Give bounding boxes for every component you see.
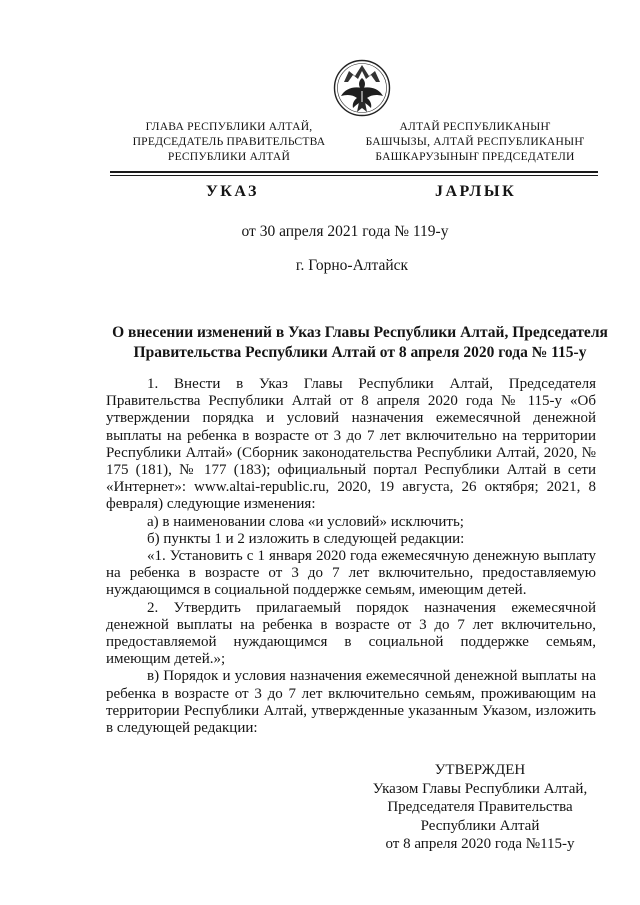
decree-city: г. Горно-Алтайск — [295, 257, 409, 274]
approval-line: Председателя Правительства — [387, 799, 573, 815]
body-paragraph: «1. Установить с 1 января 2020 года ежемесячную денежную выплату на ребенка в возрасте от 3 до 7 лет включительно, предоставляемую нуждающимся в социальной поддержке семьям, имеющим детей. — [106, 548, 596, 599]
header-right-line: АЛТАЙ РЕСПУБЛИКАНЫҤ — [399, 120, 551, 133]
approval-line: от 8 апреля 2020 года №115-у — [385, 836, 575, 852]
approval-block — [360, 761, 600, 854]
header-right-line: БАШЧЫЗЫ, АЛТАЙ РЕСПУБЛИКАНЫҤ — [365, 135, 585, 148]
header-divider-thin — [110, 175, 598, 176]
decree-body — [106, 376, 596, 737]
body-paragraph: 1. Внести в Указ Главы Республики Алтай, Председателя Правительства Республики Алтай от 8 апреля 2020 года № 115-у «Об утверждении порядка и условий назначения ежемесячной денежной выплаты на ребенка в возрасте от 3 до 7 лет включительно на территории Республики Алтай» (Сборник законодательства Республики Алтай, 2020, № 175 (181), № 177 (183); официальный портал Республики Алтай в сети «Интернет»: www.altai-republic.ru, 2020, 19 августа, 26 октября; 2021, 8 февраля) следующие изменения: — [106, 376, 596, 513]
decree-subject — [100, 323, 620, 362]
title-jarlyk: JАРЛЫК — [435, 183, 517, 200]
body-paragraph: б) пункты 1 и 2 изложить в следующей редакции: — [147, 530, 465, 547]
header-right-block — [355, 119, 595, 164]
header-left-block — [129, 119, 329, 164]
body-paragraph: в) Порядок и условия назначения ежемесячной денежной выплаты на ребенка в возрасте от 3 до 7 лет включительно семьям, проживающим на территории Республики Алтай, утвержденные указанным Указом, изложить в следующей редакции: — [106, 668, 596, 737]
subject-line: О внесении изменений в Указ Главы Республики Алтай, Председателя — [112, 324, 608, 341]
approval-line: Республики Алтай — [420, 817, 540, 834]
header-left-line: ГЛАВА РЕСПУБЛИКИ АЛТАЙ, — [145, 120, 313, 133]
header-left-line: РЕСПУБЛИКИ АЛТАЙ — [167, 150, 291, 163]
header-right-line: БАШКАРУЗЫНЫҤ ПРЕДСЕДАТЕЛИ — [375, 150, 575, 163]
decree-date: от 30 апреля 2021 года № 119-у — [241, 223, 449, 240]
body-paragraph: а) в наименовании слова «и условий» исключить; — [147, 513, 464, 530]
coat-of-arms-emblem — [333, 58, 391, 120]
approval-line: Указом Главы Республики Алтай, — [372, 780, 588, 797]
body-paragraph: 2. Утвердить прилагаемый порядок назначения ежемесячной денежной выплаты на ребенка в возрасте от 3 до 7 лет включительно, предоставляемой нуждающимся в социальной поддержке семьям, имеющим детей.»; — [106, 599, 596, 668]
approval-line: УТВЕРЖДЕН — [434, 762, 526, 778]
title-ukaz: УКАЗ — [206, 183, 259, 200]
subject-line: Правительства Республики Алтай от 8 апреля 2020 года № 115-у — [133, 343, 587, 361]
header-left-line: ПРЕДСЕДАТЕЛЬ ПРАВИТЕЛЬСТВА — [132, 135, 326, 148]
header-divider-thick — [110, 171, 598, 173]
